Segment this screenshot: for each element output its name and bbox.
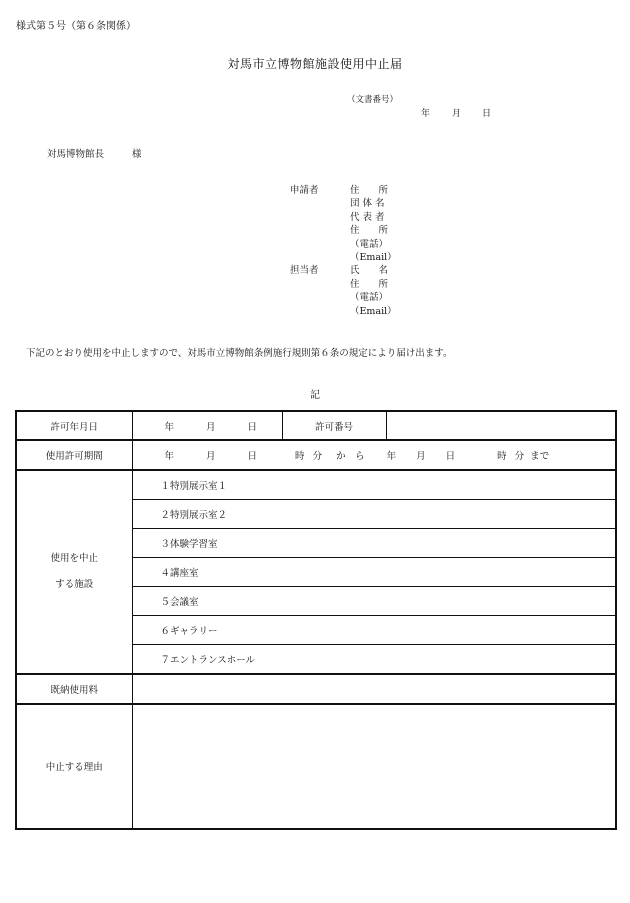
period-from: か ら (336, 451, 365, 463)
period-day-2: 日 (445, 451, 456, 463)
addressee (47, 146, 142, 160)
form-table (15, 410, 617, 830)
ki-heading: 記 (310, 390, 320, 401)
applicant-row (290, 278, 390, 291)
applicant-row (290, 264, 390, 277)
permit-date-month: 月 (206, 421, 216, 433)
permit-number-label: 許可番号 (282, 411, 386, 440)
applicant-row (290, 197, 390, 210)
applicant-row (290, 291, 390, 304)
page-title: 対馬市立博物館施設使用中止届 (227, 57, 403, 71)
permit-date-year: 年 (164, 421, 175, 433)
applicant-item: （Email） (350, 305, 397, 317)
addressee-honorific: 様 (132, 149, 142, 160)
applicant-role (290, 305, 350, 318)
period-minute-1: 分 (312, 451, 323, 463)
applicant-item: 住 所 (350, 185, 389, 196)
permit-date-field[interactable] (132, 411, 282, 440)
reason-field[interactable] (132, 704, 616, 829)
facility-option[interactable]: ３体験学習室 (132, 528, 616, 557)
applicant-row (290, 224, 390, 237)
period-label: 使用許可期間 (16, 440, 132, 470)
form-number: 様式第５号（第６条関係） (16, 21, 136, 32)
facility-option[interactable]: ６ギャラリー (132, 615, 616, 644)
period-hour-2: 時 (497, 451, 507, 463)
applicant-role (290, 278, 350, 291)
date-year-label: 年 (421, 109, 431, 119)
applicant-block (290, 184, 397, 318)
addressee-name: 対馬博物館長 (47, 149, 105, 160)
applicant-item: （電話） (350, 238, 389, 250)
facility-option[interactable]: ７エントランスホール (132, 645, 616, 674)
applicant-row (290, 251, 397, 264)
period-month-2: 月 (416, 451, 426, 463)
facility-option[interactable]: ２特別展示室２ (132, 499, 616, 528)
facility-label (16, 470, 132, 673)
permit-date-day: 日 (247, 421, 258, 433)
period-hour-1: 時 (295, 451, 305, 463)
applicant-role: 担当者 (290, 265, 319, 277)
applicant-role (290, 224, 350, 237)
period-minute-2: 分 (514, 451, 525, 463)
applicant-role (290, 291, 350, 304)
facility-option[interactable]: ５会議室 (132, 586, 616, 615)
applicant-item: 代 表 者 (350, 211, 385, 223)
applicant-role: 申請者 (290, 185, 319, 196)
applicant-item: （電話） (350, 292, 389, 304)
document-number-label: （文書番号） (347, 95, 399, 105)
applicant-row (290, 211, 390, 224)
reason-label: 中止する理由 (16, 704, 132, 829)
permit-date-label: 許可年月日 (16, 411, 132, 440)
fee-label: 既納使用料 (16, 674, 132, 704)
period-year-1: 年 (164, 451, 175, 463)
applicant-role (290, 238, 350, 251)
period-year-2: 年 (386, 451, 397, 463)
facility-label-line-2: する施設 (55, 578, 94, 590)
period-field[interactable] (132, 440, 616, 470)
applicant-role (290, 197, 350, 210)
facility-label-line-1: 使用を中止 (50, 552, 98, 564)
permit-number-field[interactable] (386, 411, 616, 440)
applicant-role (290, 211, 350, 224)
date-month-label: 月 (452, 109, 462, 119)
applicant-role (290, 251, 350, 264)
applicant-item: 住 所 (350, 225, 389, 237)
applicant-item: 住 所 (350, 278, 389, 290)
facility-option[interactable]: ４講座室 (132, 557, 616, 586)
fee-field[interactable] (132, 674, 616, 704)
applicant-row (290, 184, 390, 197)
applicant-item: （Email） (350, 252, 397, 264)
period-month-1: 月 (206, 451, 216, 463)
applicant-item: 団 体 名 (350, 198, 385, 210)
applicant-row (290, 305, 397, 318)
applicant-item: 氏 名 (350, 265, 389, 277)
period-until: まで (530, 451, 550, 463)
applicant-row (290, 238, 390, 251)
facility-option[interactable]: １特別展示室１ (132, 470, 616, 499)
period-day-1: 日 (247, 451, 258, 463)
date-day-label: 日 (482, 109, 492, 119)
statement-text: 下記のとおり使用を中止しますので、対馬市立博物館条例施行規則第６条の規定により届け出ます。 (26, 348, 453, 359)
